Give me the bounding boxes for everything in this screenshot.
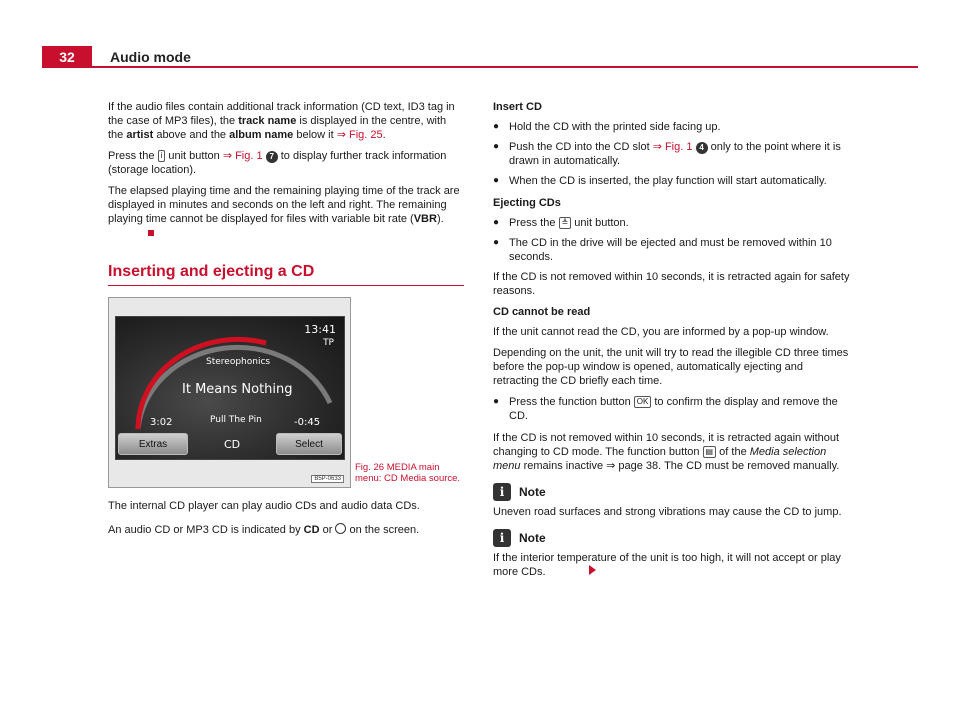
list-item: ● Push the CD into the CD slot ⇒ Fig. 1 4 only to the point where it is drawn in automatically. [493, 141, 841, 167]
elapsed-time: 3:02 [150, 417, 173, 428]
paragraph-info-button: Press the i unit button ⇒ Fig. 1 7 to display further track information (storage location). [108, 150, 447, 176]
list-item: ● Press the ≜ unit button. [493, 217, 629, 229]
clock: 13:41 [304, 323, 336, 336]
paragraph-retry: Depending on the unit, the unit will try to read the illegible CD three times before the pop-up window is opened, automatically ejecting and retracting the CD briefly each time. [493, 347, 849, 387]
tp-indicator: TP [323, 338, 334, 348]
fig1-link[interactable]: ⇒ Fig. 1 [222, 150, 263, 162]
track-name: It Means Nothing [182, 382, 293, 397]
list-item: ● Hold the CD with the printed side facing up. [493, 121, 721, 133]
right-column [493, 100, 851, 586]
note-2: i Note [493, 529, 851, 547]
paragraph-track-info: If the audio files contain additional track information (CD text, ID3 tag in the case of MP3 files), the track name is displayed in the centre, with the artist above and the album name below it ⇒ Fig. 25. [108, 101, 455, 141]
continue-arrow-icon [589, 565, 596, 575]
note-1: i Note [493, 483, 851, 501]
section-title: Inserting and ejecting a CD [108, 263, 315, 280]
media-screen [115, 316, 345, 460]
note-icon: i [493, 483, 511, 501]
remaining-time: -0:45 [294, 417, 321, 428]
paragraph-cd-player: The internal CD player can play audio CDs and audio data CDs. [108, 500, 420, 512]
media-menu-key-icon: ▤ [703, 446, 717, 458]
end-marker-icon [148, 230, 154, 236]
source-label: CD [224, 438, 241, 451]
left-lower-text [108, 499, 464, 547]
section-rule [108, 285, 464, 286]
fig1-link-right[interactable]: ⇒ Fig. 1 [652, 141, 693, 153]
page-number: 32 [42, 46, 92, 68]
left-column [108, 100, 464, 247]
paragraph-retract: If the CD is not removed within 10 seconds, it is retracted again for safety reasons. [493, 271, 850, 297]
paragraph-playing-time: The elapsed playing time and the remaining playing time of the track are displayed in minutes and seconds on the left and right. The remaining playing time cannot be displayed for files with variable bit rate (VBR). [108, 184, 464, 240]
fig25-link[interactable]: ⇒ Fig. 25 [336, 129, 383, 141]
note-1-text: Uneven road surfaces and strong vibrations may cause the CD to jump. [493, 506, 842, 518]
mp3-disc-icon [335, 523, 346, 534]
info-key-icon: i [158, 150, 166, 162]
figure-code: B5P-0633 [311, 475, 344, 483]
figure-caption: Fig. 26 MEDIA main menu: CD Media source. [355, 462, 461, 484]
note-icon: i [493, 529, 511, 547]
list-item: ● Press the function button OK to confirm the display and remove the CD. [493, 396, 838, 422]
eject-heading: Ejecting CDs [493, 197, 561, 209]
list-item: ● When the CD is inserted, the play function will start automatically. [493, 175, 827, 187]
cannot-read-heading: CD cannot be read [493, 306, 591, 318]
album-name: Pull The Pin [210, 415, 262, 425]
cd-media-figure [108, 297, 351, 488]
ok-key-icon: OK [634, 396, 652, 408]
page-title: Audio mode [110, 49, 191, 65]
extras-button[interactable]: Extras [118, 433, 188, 455]
list-item: ● The CD in the drive will be ejected and must be removed within 10 seconds. [493, 237, 832, 263]
callout-number: 4 [696, 142, 708, 154]
eject-key-icon: ≜ [559, 217, 572, 229]
paragraph-cd-indicator: An audio CD or MP3 CD is indicated by CD or on the screen. [108, 524, 420, 536]
insert-cd-heading: Insert CD [493, 101, 542, 113]
header-rule [92, 66, 918, 68]
callout-number: 7 [266, 151, 278, 163]
select-button[interactable]: Select [276, 433, 342, 455]
note-2-text: If the interior temperature of the unit is too high, it will not accept or play more CDs. [493, 552, 841, 578]
artist-name: Stereophonics [206, 357, 271, 367]
paragraph-popup: If the unit cannot read the CD, you are informed by a pop-up window. [493, 326, 829, 338]
paragraph-manual-removal: If the CD is not removed within 10 seconds, it is retracted again without changing to CD mode. The function button ▤ of the Media selection menu remains inactive ⇒ page 38. The CD must be removed manually. [493, 432, 840, 472]
